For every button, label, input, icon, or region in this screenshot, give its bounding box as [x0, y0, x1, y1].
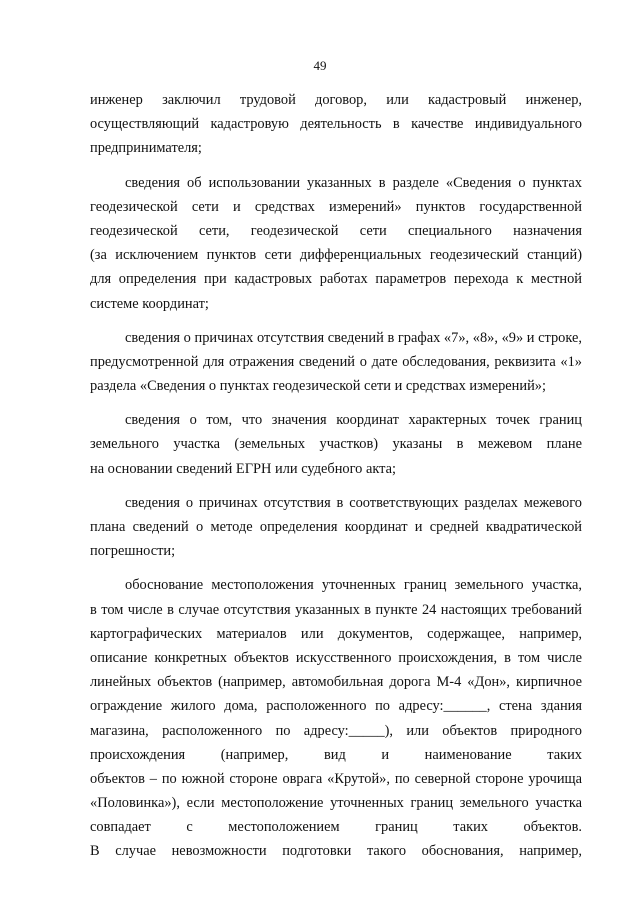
text-line: на основании сведений ЕГРН или судебного акта; — [90, 460, 396, 477]
text-line: геодезической сети и средствах измерений» пунктов государственной — [90, 198, 582, 215]
text-line: (за исключением пунктов сети дифференциальных геодезический станций) — [90, 247, 582, 264]
paragraph — [90, 171, 582, 316]
paragraph — [90, 491, 582, 564]
text-line: плана сведений о методе определения координат и средней квадратической — [90, 519, 582, 535]
text-line: магазина, расположенного по адресу:_____), или объектов природного — [90, 722, 582, 739]
text-line: обоснование местоположения уточненных границ земельного участка, — [125, 577, 582, 594]
text-line: сведения о том, что значения координат характерных точек границ — [125, 412, 582, 429]
text-line: осуществляющий кадастровую деятельность в качестве индивидуального — [90, 116, 582, 133]
text-line: системе координат; — [90, 295, 209, 312]
text-line: раздела «Сведения о пунктах геодезической сети и средствах измерений»; — [90, 378, 546, 395]
paragraph — [90, 326, 582, 399]
paragraph — [90, 408, 582, 481]
text-line: ограждение жилого дома, расположенного по адресу:______, стена здания — [90, 698, 582, 715]
paragraph — [90, 88, 582, 161]
text-line: совпадает с местоположением границ таких объектов. — [90, 819, 582, 836]
text-line: земельного участка (земельных участков) указаны в межевом плане — [90, 436, 582, 453]
text-line: для определения при кадастровых работах параметров перехода к местной — [90, 271, 582, 288]
text-line: картографических материалов или документов, содержащее, например, — [90, 625, 582, 642]
text-line: предпринимателя; — [90, 140, 202, 157]
text-line: происхождения (например, вид и наименование таких — [90, 746, 582, 763]
text-line: предусмотренной для отражения сведений о дате обследования, реквизита «1» — [90, 353, 582, 370]
text-line: сведения о причинах отсутствия в соответствующих разделах межевого — [125, 494, 582, 511]
text-line: погрешности; — [90, 543, 176, 560]
text-line: геодезической сети, геодезической сети специального назначения — [90, 222, 582, 239]
text-line: объектов – по южной стороне оврага «Крутой», по северной стороне урочища — [90, 770, 582, 787]
text-line: описание конкретных объектов искусственного происхождения, в том числе — [90, 649, 582, 666]
paragraph — [90, 573, 582, 863]
text-line: сведения об использовании указанных в разделе «Сведения о пунктах — [125, 174, 582, 191]
text-line: линейных объектов (например, автомобильная дорога М-4 «Дон», кирпичное — [90, 674, 582, 691]
text-line: сведения о причинах отсутствия сведений в графах «7», «8», «9» и строке, — [125, 329, 582, 346]
text-line: «Половинка»), если местоположение уточненных границ земельного участка — [90, 795, 582, 812]
text-line: В случае невозможности подготовки такого обоснования, например, — [90, 843, 582, 860]
body-text — [90, 88, 582, 874]
text-line: в том числе в случае отсутствия указанных в пункте 24 настоящих требований — [90, 601, 582, 618]
page-number: 49 — [313, 58, 327, 73]
text-line: инженер заключил трудовой договор, или кадастровый инженер, — [90, 92, 582, 108]
